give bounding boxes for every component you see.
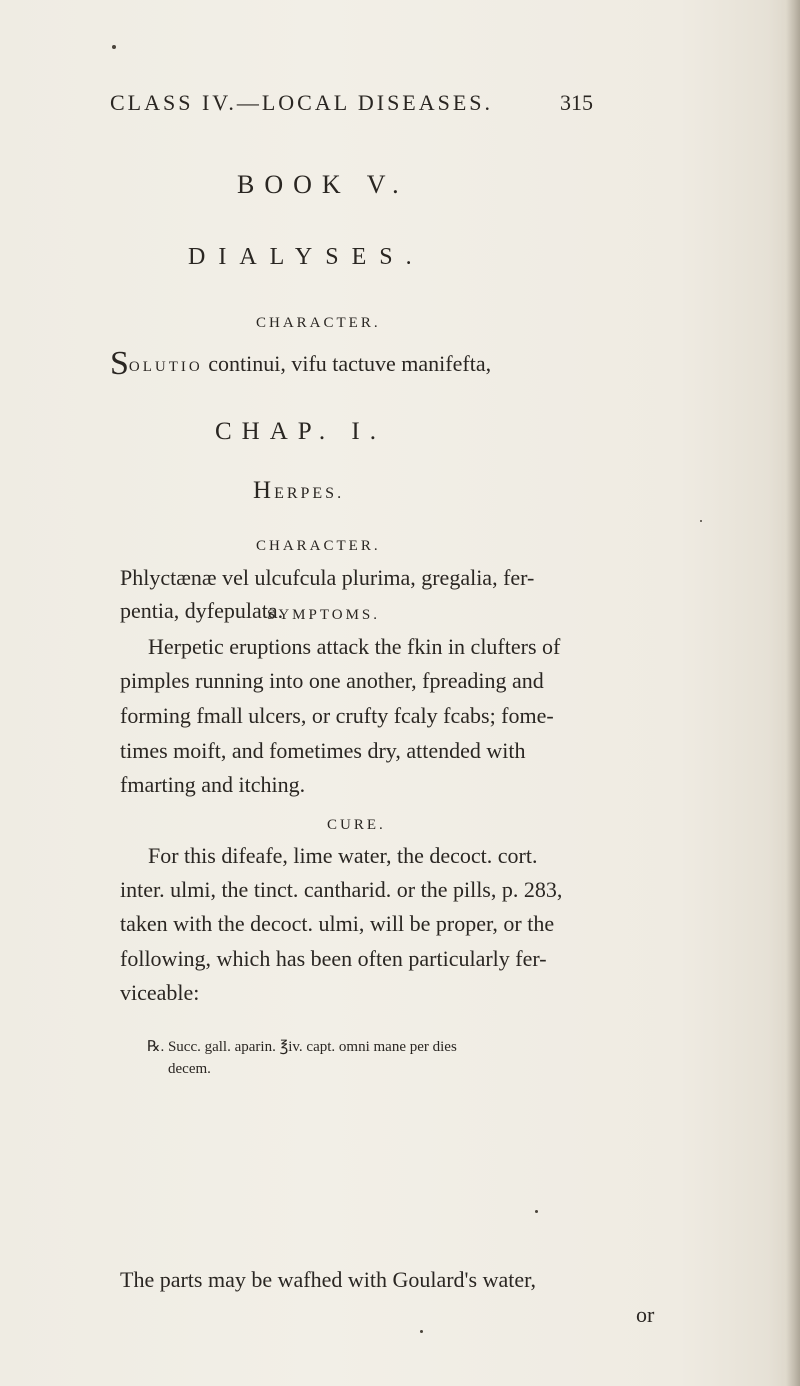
character-line-2: pentia, dyfepulata. xyxy=(120,598,284,623)
paper-speck xyxy=(535,1210,538,1213)
page-number: 315 xyxy=(560,90,593,115)
chapter-title xyxy=(253,477,344,505)
cure-line-5: viceable: xyxy=(120,980,200,1005)
cure-line-1: For this difeafe, lime water, the decoct. cort. xyxy=(148,843,538,868)
solutio-rest: continui, vifu tactuve manifefta, xyxy=(202,351,492,376)
symptoms-line-4: times moift, and fometimes dry, attended with xyxy=(120,738,526,763)
symptoms-label: SYMPTOMS. xyxy=(267,607,381,623)
chapter-title-rest: ERPES. xyxy=(274,485,345,502)
symptoms-line-1: Herpetic eruptions attack the fkin in clufters of xyxy=(148,634,561,659)
chapter-title-initial: H xyxy=(253,477,275,504)
book-title: DIALYSES. xyxy=(188,244,425,270)
symptoms-line-5: fmarting and itching. xyxy=(120,772,306,797)
after-line-1: The parts may be wafhed with Goulard's water, xyxy=(120,1267,537,1292)
catchword: or xyxy=(636,1302,655,1327)
prescription-line-1: ℞. Succ. gall. aparin. ℥iv. capt. omni mane per dies xyxy=(147,1039,457,1055)
book-heading-text: BOOK V. xyxy=(237,170,409,199)
symptoms-line-3: forming fmall ulcers, or crufty fcaly fcabs; fome- xyxy=(120,703,554,728)
prescription-line-2: decem. xyxy=(168,1061,211,1077)
solutio-definition xyxy=(110,345,491,383)
chapter-heading: CHAP. I. xyxy=(215,418,386,445)
dropcap: S xyxy=(110,345,129,382)
page-edge-shadow xyxy=(786,0,800,1386)
paper-speck xyxy=(420,1330,423,1333)
cure-label: CURE. xyxy=(327,817,386,833)
solutio-smallcaps: OLUTIO xyxy=(128,359,203,375)
cure-line-3: taken with the decoct. ulmi, will be proper, or the xyxy=(120,911,555,936)
character-label-2: CHARACTER. xyxy=(256,538,381,554)
paper-speck xyxy=(112,45,116,49)
paper-speck xyxy=(700,520,702,522)
symptoms-line-2: pimples running into one another, fpreading and xyxy=(120,668,544,693)
cure-line-2: inter. ulmi, the tinct. cantharid. or the pills, p. 283, xyxy=(120,877,563,902)
running-head-title: CLASS IV.—LOCAL DISEASES. xyxy=(110,90,494,115)
character-label-1: CHARACTER. xyxy=(256,315,381,331)
character-line-1: Phlyctænæ vel ulcufcula plurima, gregalia, fer- xyxy=(120,565,535,590)
cure-line-4: following, which has been often particularly fer- xyxy=(120,946,547,971)
